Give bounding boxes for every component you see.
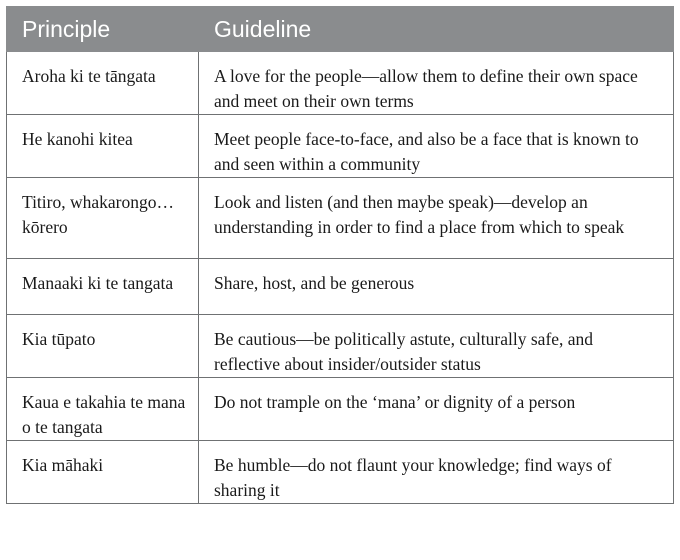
principle-cell: Aroha ki te tāngata [7,52,199,115]
guideline-cell: Be humble—do not flaunt your knowledge; find ways of sharing it [199,441,674,504]
principle-cell: Kia tūpato [7,315,199,378]
table-row [7,178,674,259]
guideline-cell: Be cautious—be politically astute, culturally safe, and reflective about insider/outsider status [199,315,674,378]
guideline-cell: Meet people face-to-face, and also be a face that is known to and seen within a community [199,115,674,178]
guideline-cell: Share, host, and be generous [199,259,674,315]
table-row [7,315,674,378]
table-row [7,441,674,504]
column-header-guideline: Guideline [199,7,674,52]
guideline-cell: Look and listen (and then maybe speak)—develop an understanding in order to find a place from which to speak [199,178,674,259]
principles-table [6,6,674,504]
table-row [7,115,674,178]
guideline-cell: Do not trample on the ‘mana’ or dignity of a person [199,378,674,441]
principle-cell: Titiro, whakarongo… kōrero [7,178,199,259]
header-row [7,7,674,52]
guideline-cell: A love for the people—allow them to define their own space and meet on their own terms [199,52,674,115]
principles-table-container [6,6,673,504]
principle-cell: Kaua e takahia te mana o te tangata [7,378,199,441]
principle-cell: Manaaki ki te tangata [7,259,199,315]
table-row [7,378,674,441]
principle-cell: He kanohi kitea [7,115,199,178]
column-header-principle: Principle [7,7,199,52]
table-row [7,259,674,315]
table-row [7,52,674,115]
principle-cell: Kia māhaki [7,441,199,504]
